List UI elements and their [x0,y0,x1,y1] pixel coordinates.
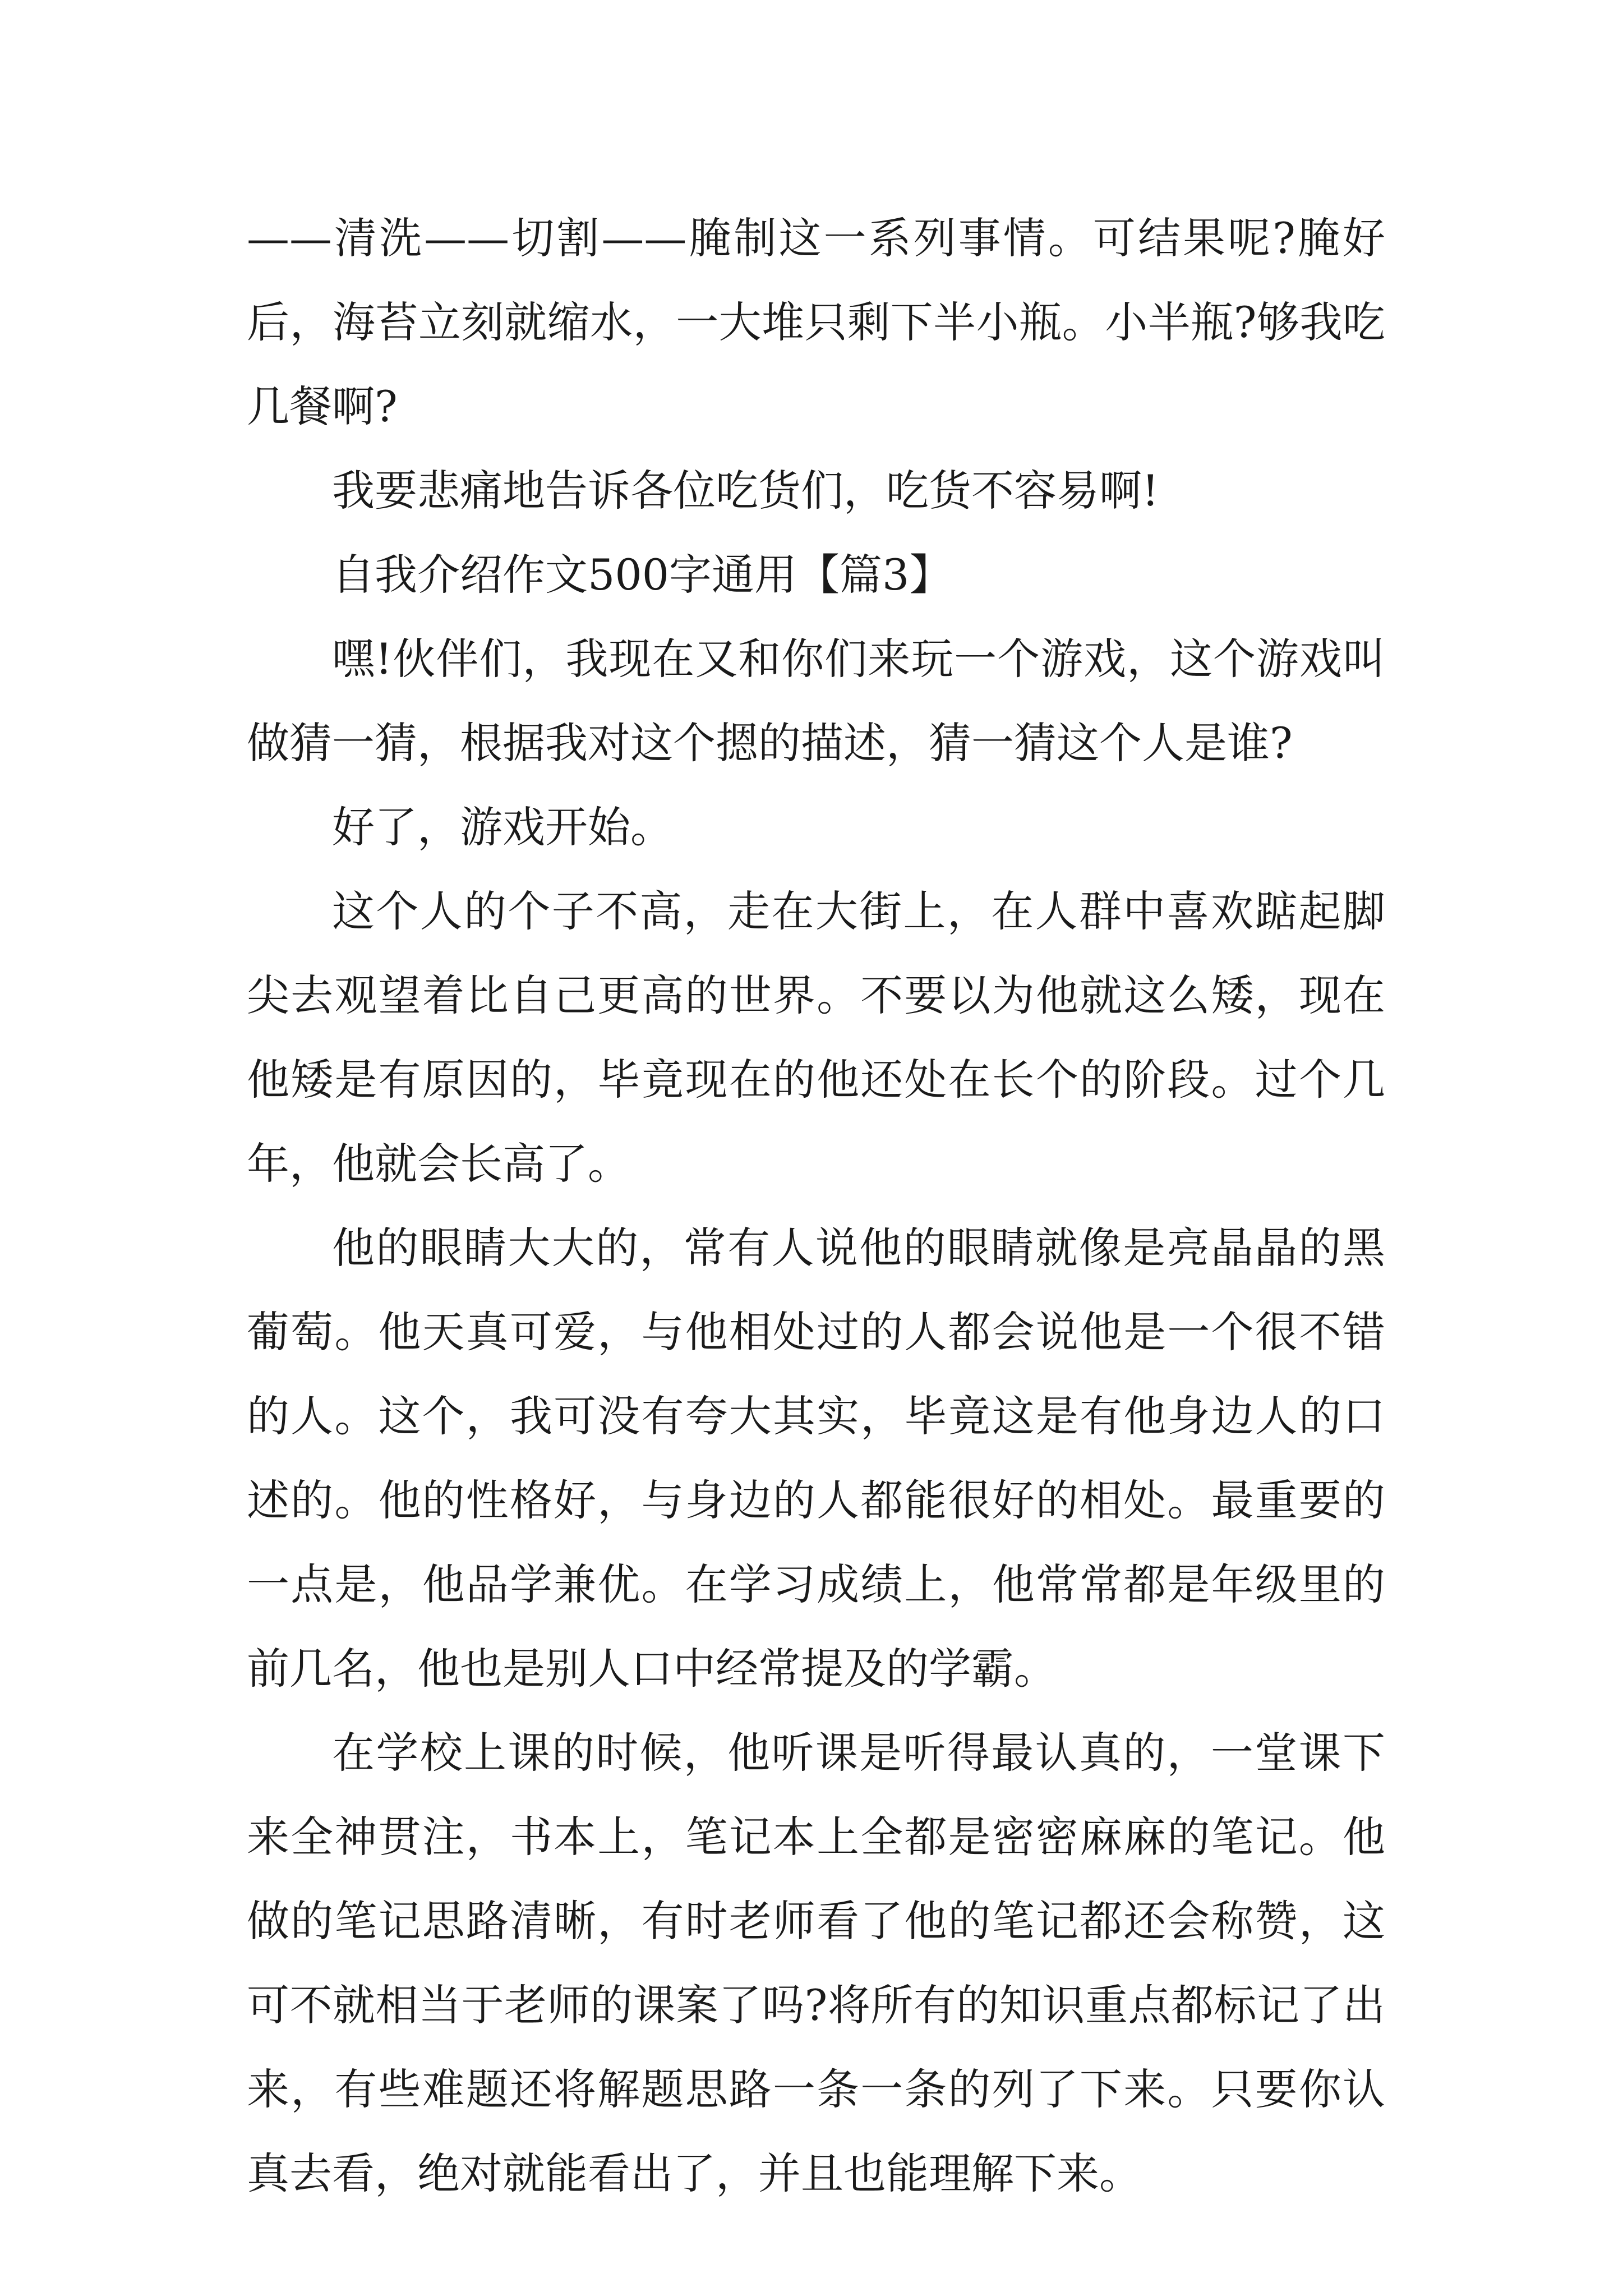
paragraph-4: 好了，游戏开始。 [332,802,673,852]
paragraph-3: 嘿!伙伴们，我现在又和你们来玩一个游戏，这个游戏叫做猜一猜，根据我对这个摁的描述，猜一猜这个人是谁? [247,634,1385,768]
section-heading: 自我介绍作文500字通用【篇3】 [332,550,952,600]
paragraph-5: 这个人的个子不高，走在大街上，在人群中喜欢踮起脚尖去观望着比自己更高的世界。不要以为他就这么矮，现在他矮是有原因的，毕竟现在的他还处在长个的阶段。过个几年，他就会长高了。 [247,886,1385,1189]
paragraph-1: ——清洗——切割——腌制这一系列事情。可结果呢?腌好后，海苔立刻就缩水，一大堆只剩下半小瓶。小半瓶?够我吃几餐啊? [247,213,1385,431]
paragraph-2: 我要悲痛地告诉各位吃货们，吃货不容易啊! [332,466,1159,516]
document-body [247,196,1385,2216]
paragraph-6: 他的眼睛大大的，常有人说他的眼睛就像是亮晶晶的黑葡萄。他天真可爱，与他相处过的人都会说他是一个很不错的人。这个，我可没有夸大其实，毕竟这是有他身边人的口述的。他的性格好，与身边的人都能很好的相处。最重要的一点是，他品学兼优。在学习成绩上，他常常都是年级里的前几名，他也是别人口中经常提及的学霸。 [247,1223,1385,1694]
paragraph-7: 在学校上课的时候，他听课是听得最认真的，一堂课下来全神贯注，书本上，笔记本上全都是密密麻麻的笔记。他做的笔记思路清晰，有时老师看了他的笔记都还会称赞，这可不就相当于老师的课案了吗?将所有的知识重点都标记了出来，有些难题还将解题思路一条一条的列了下来。只要你认真去看，绝对就能看出了，并且也能理解下来。 [247,1728,1385,2198]
